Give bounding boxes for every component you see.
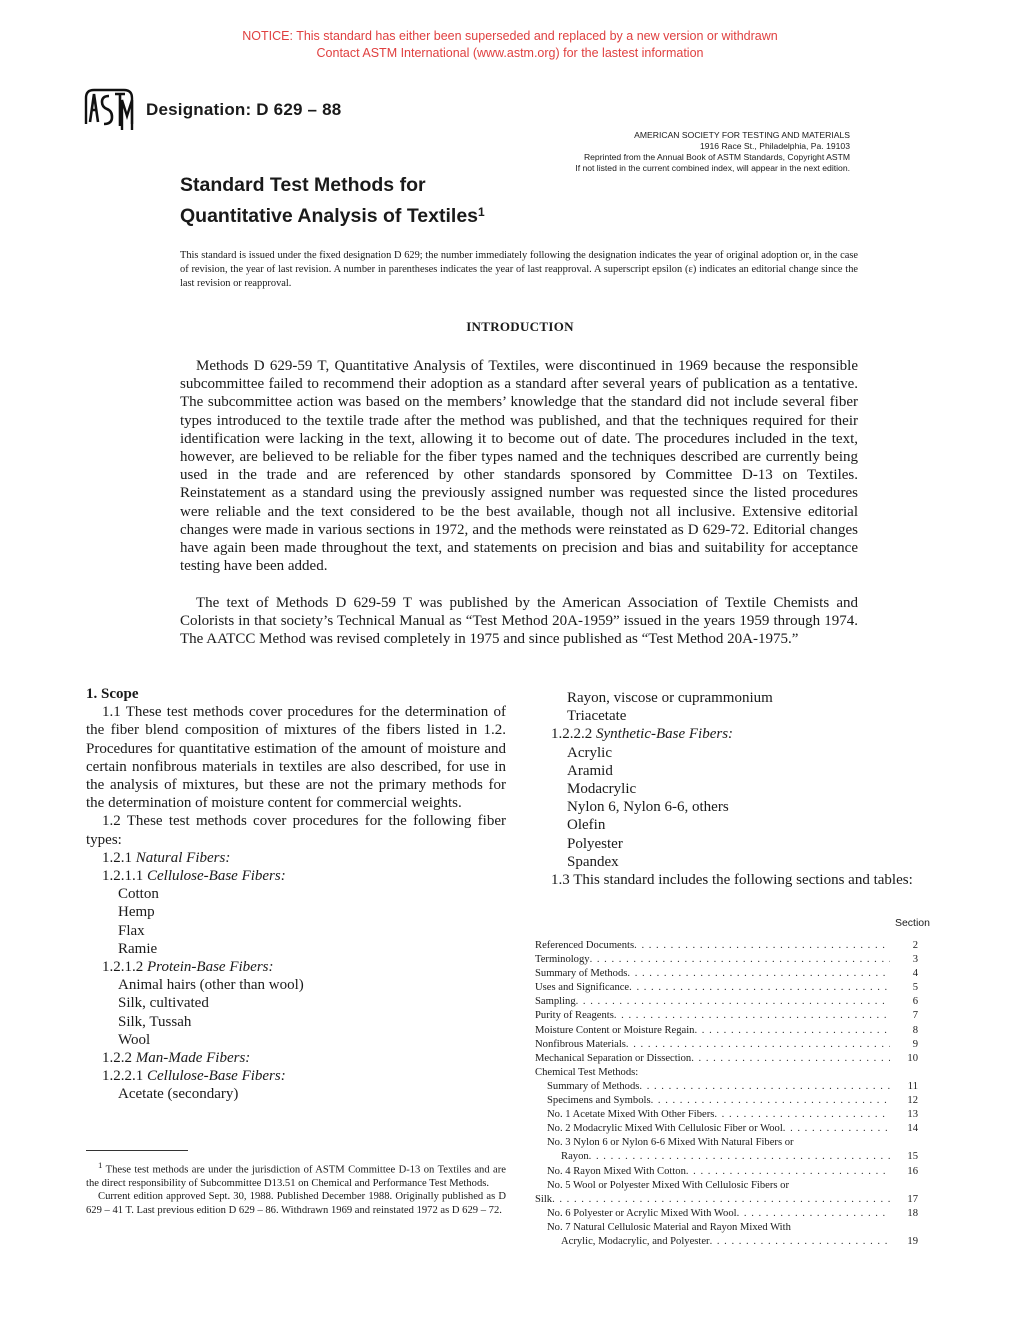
toc-row-section: 6 [912,996,918,1008]
toc-row [535,1136,918,1150]
toc-row-label: No. 5 Wool or Polyester Mixed With Cellulosic Fibers or [547,1179,789,1191]
label-1-2-1-1: Cellulose-Base Fibers: [147,868,286,885]
toc-row [535,939,918,953]
toc-row-leader [589,1150,890,1164]
toc-row [535,995,918,1009]
designation: Designation: D 629 – 88 [146,100,342,119]
fiber-item: Triacetate [567,708,627,725]
toc-row-leader [783,1122,890,1136]
fiber-item: Nylon 6, Nylon 6-6, others [567,799,729,816]
toc-row-label: Acrylic, Modacrylic, and Polyester [561,1235,710,1247]
toc-row-section: 16 [907,1165,918,1177]
fiber-item: Wool [118,1031,151,1048]
notice-line-1: NOTICE: This standard has either been superseded and replaced by a new version or withdrawn [242,29,778,43]
toc-row-leader [651,1094,890,1108]
heading-1-2-2-1 [86,1067,506,1085]
society-address: 1916 Race St., Philadelphia, Pa. 19103 [699,141,850,151]
toc-row-leader [691,1052,890,1066]
toc-row-label: No. 6 Polyester or Acrylic Mixed With Wool [547,1207,737,1219]
num-1-2-2-2: 1.2.2.2 [551,726,593,743]
heading-1-2-2-2 [535,725,953,743]
scope-section [86,685,506,1104]
toc-row-leader [627,967,890,981]
notice-line-2: Contact ASTM International (www.astm.org) for the lastest information [316,46,704,60]
title-line-1: Standard Test Methods for [180,174,426,196]
toc-row-section: 11 [907,1080,918,1092]
toc-row-leader [634,939,890,953]
toc-row [535,1024,918,1038]
fiber-item: Spandex [567,853,619,870]
toc-row-label: Terminology [535,954,590,966]
toc-row-leader [626,1038,890,1052]
toc-row-label: No. 7 Natural Cellulosic Material and Rayon Mixed With [547,1221,791,1233]
society-name: AMERICAN SOCIETY FOR TESTING AND MATERIALS [634,130,850,140]
toc-row [535,1108,918,1122]
toc-row-label: Uses and Significance [535,982,630,994]
fiber-item: Polyester [567,835,623,852]
toc-row [535,1150,918,1164]
toc-row [535,1122,918,1136]
toc-row [535,1038,918,1052]
toc-row-label: Purity of Reagents [535,1010,614,1022]
scope-continued [535,689,953,889]
num-1-2-2-1: 1.2.2.1 [102,1068,144,1085]
num-1-2-1: 1.2.1 [102,849,132,866]
toc-row [535,953,918,967]
toc-row-leader [590,953,890,967]
toc-row-section: 2 [912,940,918,951]
title-line-2: Quantitative Analysis of Textiles [180,205,479,227]
toc-row [535,1009,918,1023]
scope-1-2: 1.2 These test methods cover procedures for the following fiber types: [86,813,506,848]
toc-row-section: 18 [907,1207,918,1219]
introduction-heading: INTRODUCTION [466,319,574,334]
toc-row-label: No. 4 Rayon Mixed With Cotton [547,1165,686,1177]
toc-row-section: 7 [912,1010,918,1022]
toc-row-leader [710,1235,890,1249]
label-1-2-2-1: Cellulose-Base Fibers: [147,1068,286,1085]
toc-row-section: 19 [907,1235,918,1247]
toc-row-label: Nonfibrous Materials [535,1038,626,1050]
index-note: If not listed in the current combined index, will appear in the next edition. [575,163,850,173]
toc-row-label: Referenced Documents [535,940,635,951]
label-1-2-1-2: Protein-Base Fibers: [147,959,274,976]
toc-row-label: Silk [535,1193,553,1205]
heading-1-2-1-2 [86,958,506,976]
title-footnote-mark: 1 [478,205,485,219]
introduction-paragraph-1: Methods D 629-59 T, Quantitative Analysis of Textiles, were discontinued in 1969 because the responsible subcommittee failed to recommend their adoption as a standard after several years of publication as a tentative. The subcommittee action was based on the members’ knowledge that the standard did not include several fiber types introduced to the textile trade after the method was published, and that the techniques required for their identification were lacking in the text, allowing it to become out of date. The procedures included in the text, however, are believed to be reliable for the fiber types named and the techniques described are currently being used in the trade and are referenced by other standards sponsored by Committee D-13 on Textiles. Reinstatement as a standard using the previously assigned number was requested since the listed procedures were reliable and the text considered to be the best available, though not all inclusive. Extensive editorial changes were made in various sections in 1972, and the methods were reinstated as D 629-72. Editorial changes have again been made throughout the text, and statements on precision and bias and suitability for acceptance testing have been added. [180,358,858,575]
introduction-paragraph-2: The text of Methods D 629-59 T was published by the American Association of Textile Chemists and Colorists in that society’s Technical Manual as “Test Method 20A-1959” issued in the years 1959 through 1974. The AATCC Method was revised completely in 1975 and since published as “Test Method 20A-1975.” [180,595,858,648]
toc-row-section: 8 [912,1024,918,1036]
toc-row-label: Summary of Methods [547,1080,640,1092]
fiber-item: Hemp [118,904,155,921]
toc-row-label: Sampling [535,996,576,1008]
fiber-item: Silk, Tussah [118,1013,192,1030]
footnote-2: Current edition approved Sept. 30, 1988. Published December 1988. Originally published as D 629 – 41 T. Last previous edition D 629 – 86. Withdrawn 1969 and reinstated 1972 as D 629 – 72. [86,1191,506,1216]
scope-1-3: 1.3 This standard includes the following sections and tables: [551,872,913,889]
reprint-note: Reprinted from the Annual Book of ASTM Standards, Copyright ASTM [583,152,850,162]
label-1-2-2: Man-Made Fibers: [135,1050,251,1067]
toc-row-leader [629,981,890,995]
num-1-2-2: 1.2.2 [102,1050,132,1067]
footnote-divider [86,1150,188,1151]
toc-row [535,1066,918,1080]
toc-row-label: Chemical Test Methods: [535,1066,639,1078]
toc-row-leader [639,1080,890,1094]
issued-note: This standard is issued under the fixed designation D 629; the number immediately following the designation indicates the year of original adoption or, in the case of revision, the year of last revision. A number in parentheses indicates the year of last reapproval. A superscript epsilon (ε) indicates an editorial change since the last revision or reapproval. [180,250,858,289]
toc-row [535,1094,918,1108]
toc-row [535,967,918,981]
toc-row-leader [737,1207,890,1221]
toc-list [535,939,918,1249]
toc-row [535,1052,918,1066]
toc-row-label: No. 3 Nylon 6 or Nylon 6-6 Mixed With Natural Fibers or [547,1137,794,1149]
toc-row-section: 10 [907,1052,918,1064]
toc-row-section: 13 [907,1109,918,1121]
toc-row-section: 17 [907,1193,918,1205]
toc-row-leader [576,995,890,1009]
fiber-item: Silk, cultivated [118,995,209,1012]
fiber-item: Animal hairs (other than wool) [118,977,304,994]
toc-row-label: Mechanical Separation or Dissection [535,1052,692,1064]
footnote-1-mark: 1 [98,1160,103,1170]
toc-row-section: 9 [912,1038,918,1050]
toc-row-leader [694,1024,890,1038]
toc-row-section: 14 [907,1123,918,1135]
fiber-item: Flax [118,922,145,939]
fiber-item: Acrylic [567,744,612,761]
scope-1-1: 1.1 These test methods cover procedures for the determination of the fiber blend composition of mixtures of the fibers listed in 1.2. Procedures for quantitative estimation of the amount of moisture and certain nonfibrous materials in textiles are also described, for use in the analysis of mixtures, but these are not the primary methods for the determination of moisture content for commercial weights. [86,704,506,812]
fiber-item: Ramie [118,940,158,957]
toc-row [535,1193,918,1207]
toc-row-label: No. 2 Modacrylic Mixed With Cellulosic Fiber or Wool [547,1123,783,1135]
page-title [180,172,485,230]
toc-row-section: 15 [907,1151,918,1163]
label-1-2-2-2: Synthetic-Base Fibers: [596,726,734,743]
toc-row [535,1207,918,1221]
num-1-2-1-2: 1.2.1.2 [102,959,144,976]
fiber-item: Modacrylic [567,781,637,798]
toc-row [535,1165,918,1179]
toc-row [535,1179,918,1193]
toc-row-section: 12 [907,1095,918,1107]
footnotes [86,1159,506,1217]
astm-logo-icon [82,86,136,136]
toc-row [535,1080,918,1094]
toc-row-section: 5 [912,982,918,994]
footnote-1 [86,1159,506,1190]
heading-1-2-2 [86,1049,506,1067]
toc-row-label: No. 1 Acetate Mixed With Other Fibers [547,1109,715,1121]
toc-row-label: Specimens and Symbols [547,1095,651,1107]
label-1-2-1: Natural Fibers: [135,849,231,866]
toc-row [535,981,918,995]
toc-row-leader [714,1108,890,1122]
toc-row-leader [552,1193,890,1207]
toc-section-label: Section [894,917,930,929]
toc-row-section: 4 [912,968,918,980]
toc-row-leader [686,1165,890,1179]
toc-row [535,1235,918,1249]
footnote-1-text: These test methods are under the jurisdiction of ASTM Committee D-13 on Textiles and are the direct responsibility of Subcommittee D13.51 on Chemical and Performance Test Methods. [86,1164,506,1189]
fiber-item: Rayon, viscose or cuprammonium [567,690,773,706]
num-1-2-1-1: 1.2.1.1 [102,868,144,885]
fiber-item: Cotton [118,886,159,903]
toc-row-leader [614,1009,890,1023]
heading-1-2-1 [86,849,506,867]
scope-heading: 1. Scope [86,686,139,702]
toc-row-label: Rayon [561,1151,589,1163]
society-block [470,130,850,174]
toc-row-label: Summary of Methods [535,968,628,980]
fiber-item: Aramid [567,762,613,779]
fiber-item: Olefin [567,817,606,834]
heading-1-2-1-1 [86,867,506,885]
fiber-item: Acetate (secondary) [118,1086,239,1103]
toc-row [535,1221,918,1235]
toc-row-section: 3 [912,954,918,966]
toc-row-label: Moisture Content or Moisture Regain [535,1024,695,1036]
